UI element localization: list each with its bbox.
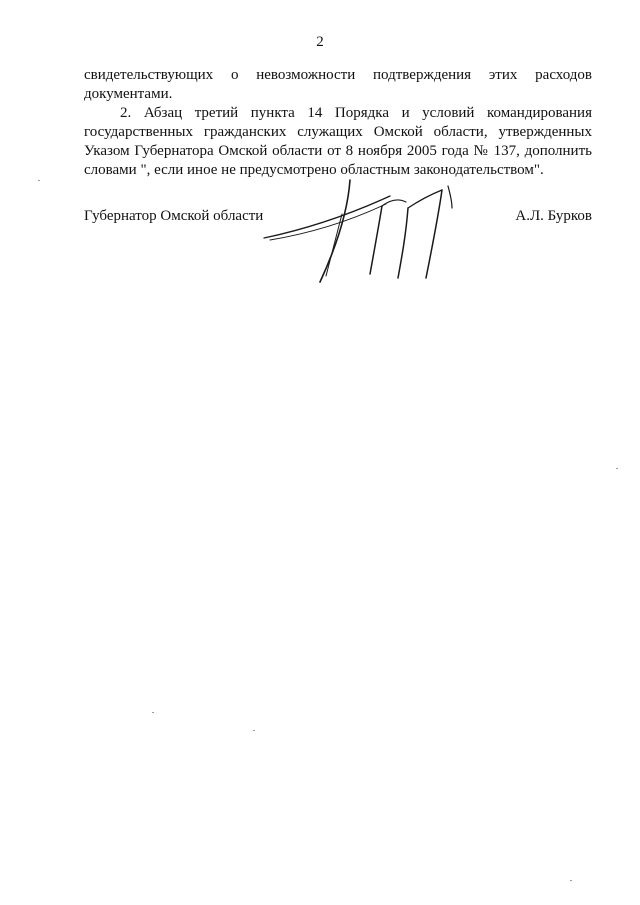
- scan-speck: [38, 180, 40, 181]
- body-line: словами ", если иное не предусмотрено областным законодательством".: [84, 162, 544, 178]
- scan-speck: [152, 712, 154, 713]
- scan-speck: [570, 880, 572, 881]
- page-number: 2: [316, 34, 324, 50]
- scan-speck: [616, 468, 618, 469]
- body-line: государственных гражданских служащих Омской области, утвержденных: [84, 124, 592, 140]
- document-body: [84, 66, 592, 180]
- body-line: Указом Губернатора Омской области от 8 ноября 2005 года № 137, дополнить: [84, 143, 592, 159]
- signer-name: А.Л. Бурков: [515, 208, 592, 224]
- body-line: документами.: [84, 86, 173, 102]
- signer-position: Губернатор Омской области: [84, 208, 264, 224]
- scan-speck: [253, 730, 255, 731]
- handwritten-signature: [262, 178, 472, 288]
- body-line: свидетельствующих о невозможности подтверждения этих расходов: [84, 67, 592, 83]
- paragraph-2-first-line: 2. Абзац третий пункта 14 Порядка и условий командирования: [120, 105, 592, 121]
